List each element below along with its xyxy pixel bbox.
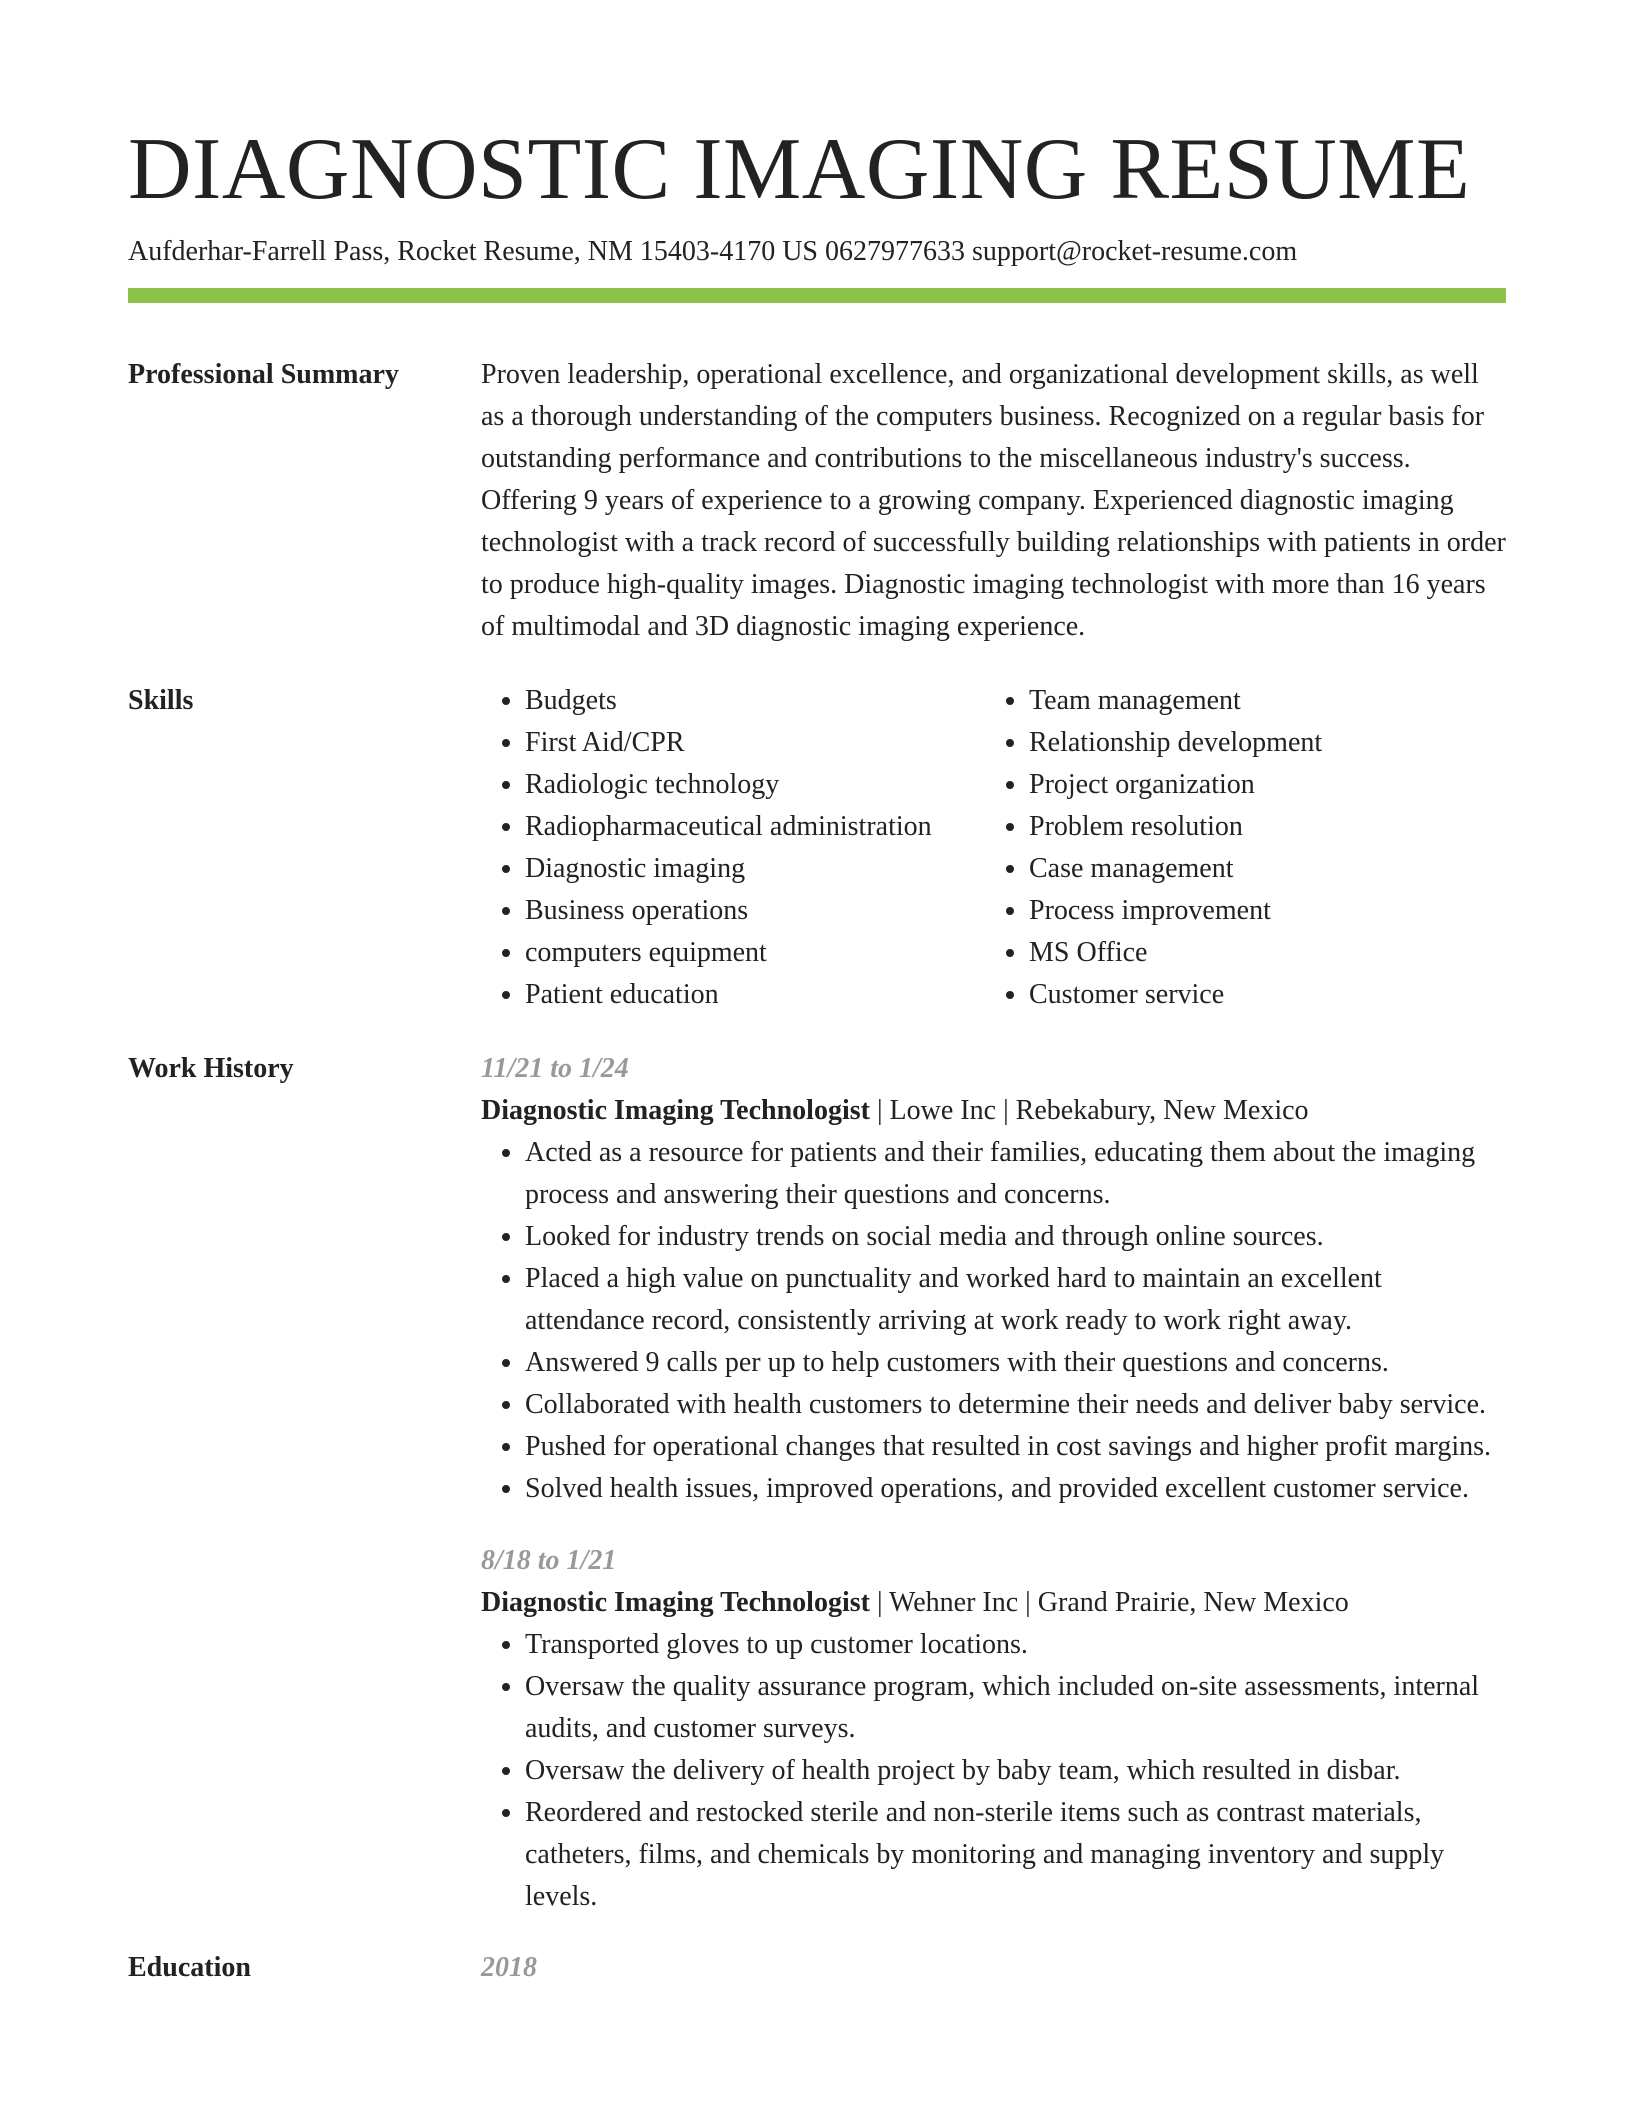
skill-item: • Business operations	[525, 890, 985, 932]
work-history-heading: Work History	[128, 1053, 294, 1084]
education-heading: Education	[128, 1952, 251, 1983]
skills-list-right	[985, 680, 1489, 1016]
work-history-body	[481, 1048, 1506, 1918]
summary-body	[481, 354, 1506, 648]
skills-list-left	[481, 680, 985, 1016]
work-history-section	[128, 1048, 1506, 1918]
education-body	[481, 1947, 1506, 1989]
skill-item: • Patient education	[525, 974, 985, 1016]
skills-section	[128, 680, 1506, 1016]
accent-divider	[128, 288, 1506, 303]
job-bullet: • Placed a high value on punctuality and worked hard to maintain an excellent attendance record, consistently arriving at work ready to work right away.	[525, 1258, 1506, 1342]
skill-item: • Diagnostic imaging	[525, 848, 985, 890]
job-bullet: • Pushed for operational changes that resulted in cost savings and higher profit margins.	[525, 1426, 1506, 1468]
skill-item: • Radiologic technology	[525, 764, 985, 806]
resume-content	[128, 118, 1506, 1989]
skill-item: • Process improvement	[1029, 890, 1489, 932]
job-bullet: • Oversaw the delivery of health project by baby team, which resulted in disbar.	[525, 1750, 1506, 1792]
job-entry	[481, 1048, 1506, 1510]
skill-item: • Team management	[1029, 680, 1489, 722]
education-year: 2018	[481, 1952, 537, 1983]
job-details: | Wehner Inc | Grand Prairie, New Mexico	[869, 1587, 1349, 1618]
job-heading	[481, 1090, 1506, 1132]
job-details: | Lowe Inc | Rebekabury, New Mexico	[869, 1095, 1309, 1126]
resume-title: DIAGNOSTIC IMAGING RESUME	[128, 121, 1471, 218]
job-bullet: • Solved health issues, improved operations, and provided excellent customer service.	[525, 1468, 1506, 1510]
job-dates: 11/21 to 1/24	[481, 1053, 629, 1084]
skills-column-left	[481, 680, 985, 1016]
skills-body	[481, 680, 1506, 1016]
job-bullet-list	[481, 1624, 1506, 1918]
job-bullet: • Reordered and restocked sterile and non-sterile items such as contrast materials, catheters, films, and chemicals by monitoring and managing inventory and supply levels.	[525, 1792, 1506, 1918]
contact-line: Aufderhar-Farrell Pass, Rocket Resume, NM 15403-4170 US 0627977633 support@rocket-resume.com	[128, 236, 1298, 267]
skill-item: • Case management	[1029, 848, 1489, 890]
skill-item: • MS Office	[1029, 932, 1489, 974]
job-bullet: • Looked for industry trends on social media and through online sources.	[525, 1216, 1506, 1258]
skills-heading: Skills	[128, 685, 194, 716]
skills-columns	[481, 680, 1506, 1016]
summary-heading: Professional Summary	[128, 359, 399, 390]
skill-item: • Radiopharmaceutical administration	[525, 806, 985, 848]
skill-item: • Budgets	[525, 680, 985, 722]
job-bullet: • Answered 9 calls per up to help customers with their questions and concerns.	[525, 1342, 1506, 1384]
skill-item: • computers equipment	[525, 932, 985, 974]
job-dates: 8/18 to 1/21	[481, 1545, 617, 1576]
skill-item: • Problem resolution	[1029, 806, 1489, 848]
job-bullet: • Collaborated with health customers to determine their needs and deliver baby service.	[525, 1384, 1506, 1426]
job-heading	[481, 1582, 1506, 1624]
job-bullet: • Oversaw the quality assurance program, which included on-site assessments, internal audits, and customer surveys.	[525, 1666, 1506, 1750]
education-section	[128, 1947, 1506, 1989]
skills-column-right	[985, 680, 1489, 1016]
job-title: Diagnostic Imaging Technologist	[481, 1587, 870, 1618]
summary-text: Proven leadership, operational excellence, and organizational development skills, as well as a thorough understanding of the computers business. Recognized on a regular basis for outstanding performance and contributions to the miscellaneous industry's success. Offering 9 years of experience to a growing company. Experienced diagnostic imaging technologist with a track record of successfully building relationships with patients in order to produce high-quality images. Diagnostic imaging technologist with more than 16 years of multimodal and 3D diagnostic imaging experience.	[481, 359, 1506, 642]
job-title: Diagnostic Imaging Technologist	[481, 1095, 870, 1126]
job-bullet-list	[481, 1132, 1506, 1510]
skill-item: • First Aid/CPR	[525, 722, 985, 764]
job-bullet: • Transported gloves to up customer locations.	[525, 1624, 1506, 1666]
job-bullet: • Acted as a resource for patients and their families, educating them about the imaging process and answering their questions and concerns.	[525, 1132, 1506, 1216]
job-entry	[481, 1540, 1506, 1918]
summary-section	[128, 354, 1506, 648]
skill-item: • Customer service	[1029, 974, 1489, 1016]
skill-item: • Project organization	[1029, 764, 1489, 806]
skill-item: • Relationship development	[1029, 722, 1489, 764]
